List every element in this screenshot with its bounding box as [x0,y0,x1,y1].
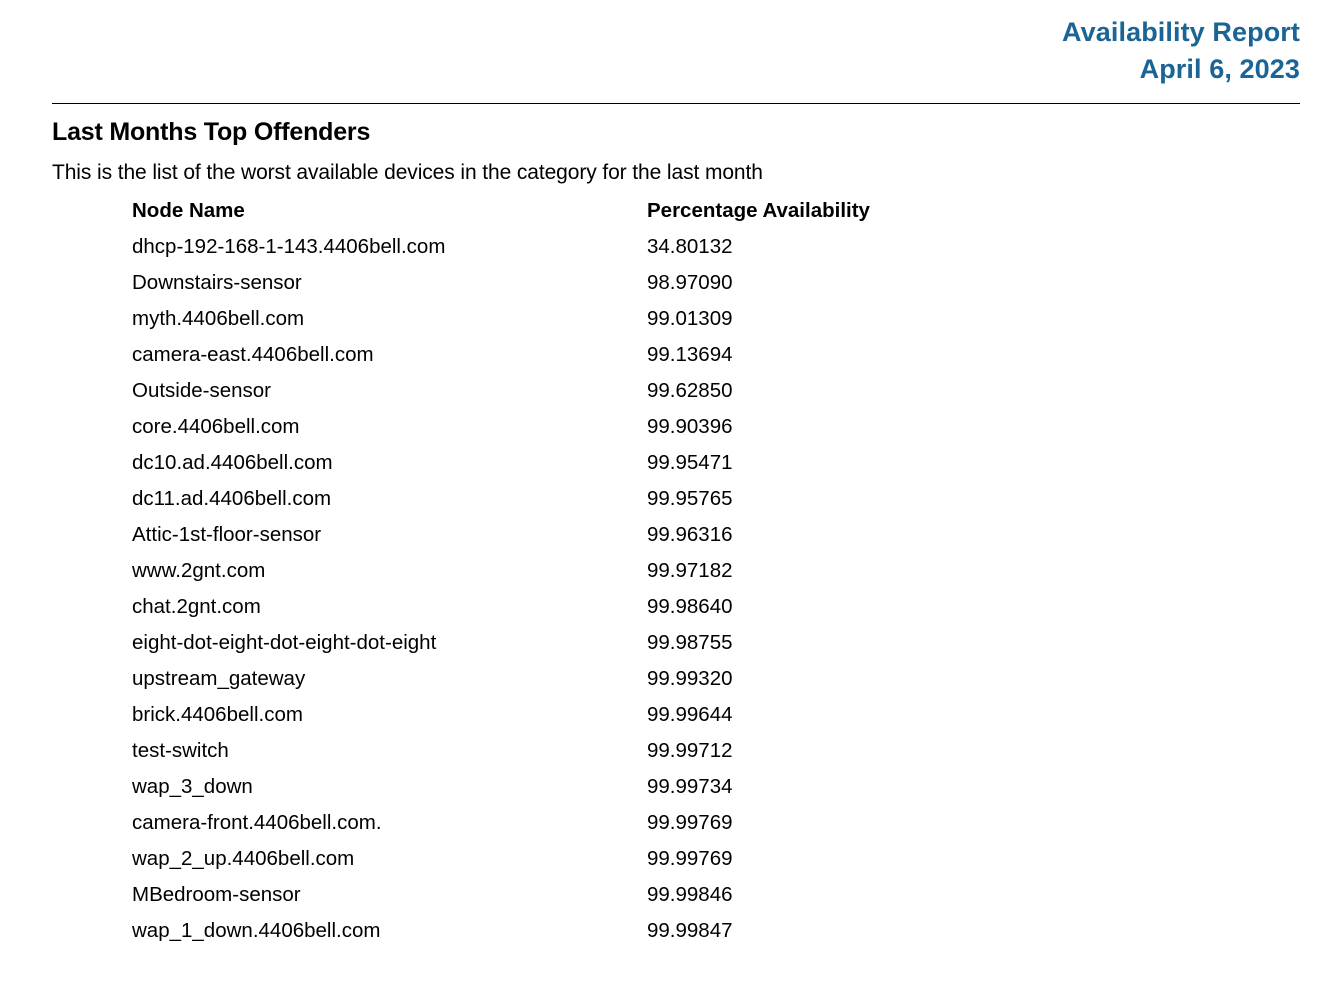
cell-node-name: wap_2_up.4406bell.com [132,846,355,870]
cell-percentage-availability: 99.95471 [647,450,733,474]
table-row [132,445,1007,481]
table-row [132,265,1007,301]
table-row [132,661,1007,697]
cell-percentage-availability: 99.90396 [647,414,733,438]
table-header [132,197,1007,229]
cell-node-name: www.2gnt.com [132,558,266,582]
table-row [132,733,1007,769]
report-title: Availability Report [1062,17,1300,47]
cell-node-name: Downstairs-sensor [132,270,302,294]
cell-percentage-availability: 99.99769 [647,810,733,834]
cell-node-name: eight-dot-eight-dot-eight-dot-eight [132,630,437,654]
table-body [132,229,1007,949]
cell-percentage-availability: 99.98640 [647,594,733,618]
table-row [132,625,1007,661]
cell-percentage-availability: 99.99846 [647,882,733,906]
cell-percentage-availability: 34.80132 [647,234,733,258]
header-divider [52,103,1300,104]
cell-percentage-availability: 98.97090 [647,270,733,294]
cell-percentage-availability: 99.99847 [647,918,733,942]
table-row [132,589,1007,625]
cell-node-name: wap_1_down.4406bell.com [132,918,381,942]
table-row [132,697,1007,733]
cell-percentage-availability: 99.95765 [647,486,733,510]
table-row [132,229,1007,265]
cell-node-name: dc11.ad.4406bell.com [132,486,332,510]
cell-node-name: camera-east.4406bell.com [132,342,374,366]
cell-percentage-availability: 99.98755 [647,630,733,654]
cell-percentage-availability: 99.99734 [647,774,733,798]
cell-node-name: upstream_gateway [132,666,306,690]
table-row [132,841,1007,877]
table-row [132,373,1007,409]
table-row [132,409,1007,445]
report-header [0,0,1328,89]
cell-node-name: Outside-sensor [132,378,272,402]
table-row [132,553,1007,589]
table-row [132,481,1007,517]
cell-percentage-availability: 99.99769 [647,846,733,870]
table-row [132,913,1007,949]
cell-node-name: brick.4406bell.com [132,702,303,726]
table-row [132,805,1007,841]
cell-percentage-availability: 99.96316 [647,522,733,546]
cell-percentage-availability: 99.99712 [647,738,733,762]
section-title: Last Months Top Offenders [52,117,371,146]
availability-table [132,197,1007,949]
column-header-percentage-availability: Percentage Availability [647,198,870,222]
cell-node-name: dhcp-192-168-1-143.4406bell.com [132,234,446,258]
table-row [132,877,1007,913]
cell-node-name: camera-front.4406bell.com. [132,810,382,834]
cell-percentage-availability: 99.99644 [647,702,733,726]
cell-node-name: Attic-1st-floor-sensor [132,522,322,546]
table-row [132,769,1007,805]
table-row [132,301,1007,337]
cell-node-name: chat.2gnt.com [132,594,261,618]
cell-node-name: MBedroom-sensor [132,882,301,906]
report-date: April 6, 2023 [1139,54,1300,85]
table-header-row [132,197,1007,229]
cell-node-name: myth.4406bell.com [132,306,305,330]
cell-node-name: test-switch [132,738,229,762]
table-row [132,517,1007,553]
cell-percentage-availability: 99.01309 [647,306,733,330]
cell-percentage-availability: 99.13694 [647,342,733,366]
cell-node-name: core.4406bell.com [132,414,300,438]
cell-node-name: dc10.ad.4406bell.com [132,450,333,474]
section-description: This is the list of the worst available devices in the category for the last month [52,160,763,184]
top-offenders-section [0,118,1328,949]
cell-percentage-availability: 99.97182 [647,558,733,582]
column-header-node-name: Node Name [132,198,245,222]
cell-percentage-availability: 99.99320 [647,666,733,690]
cell-percentage-availability: 99.62850 [647,378,733,402]
cell-node-name: wap_3_down [132,774,253,798]
table-row [132,337,1007,373]
